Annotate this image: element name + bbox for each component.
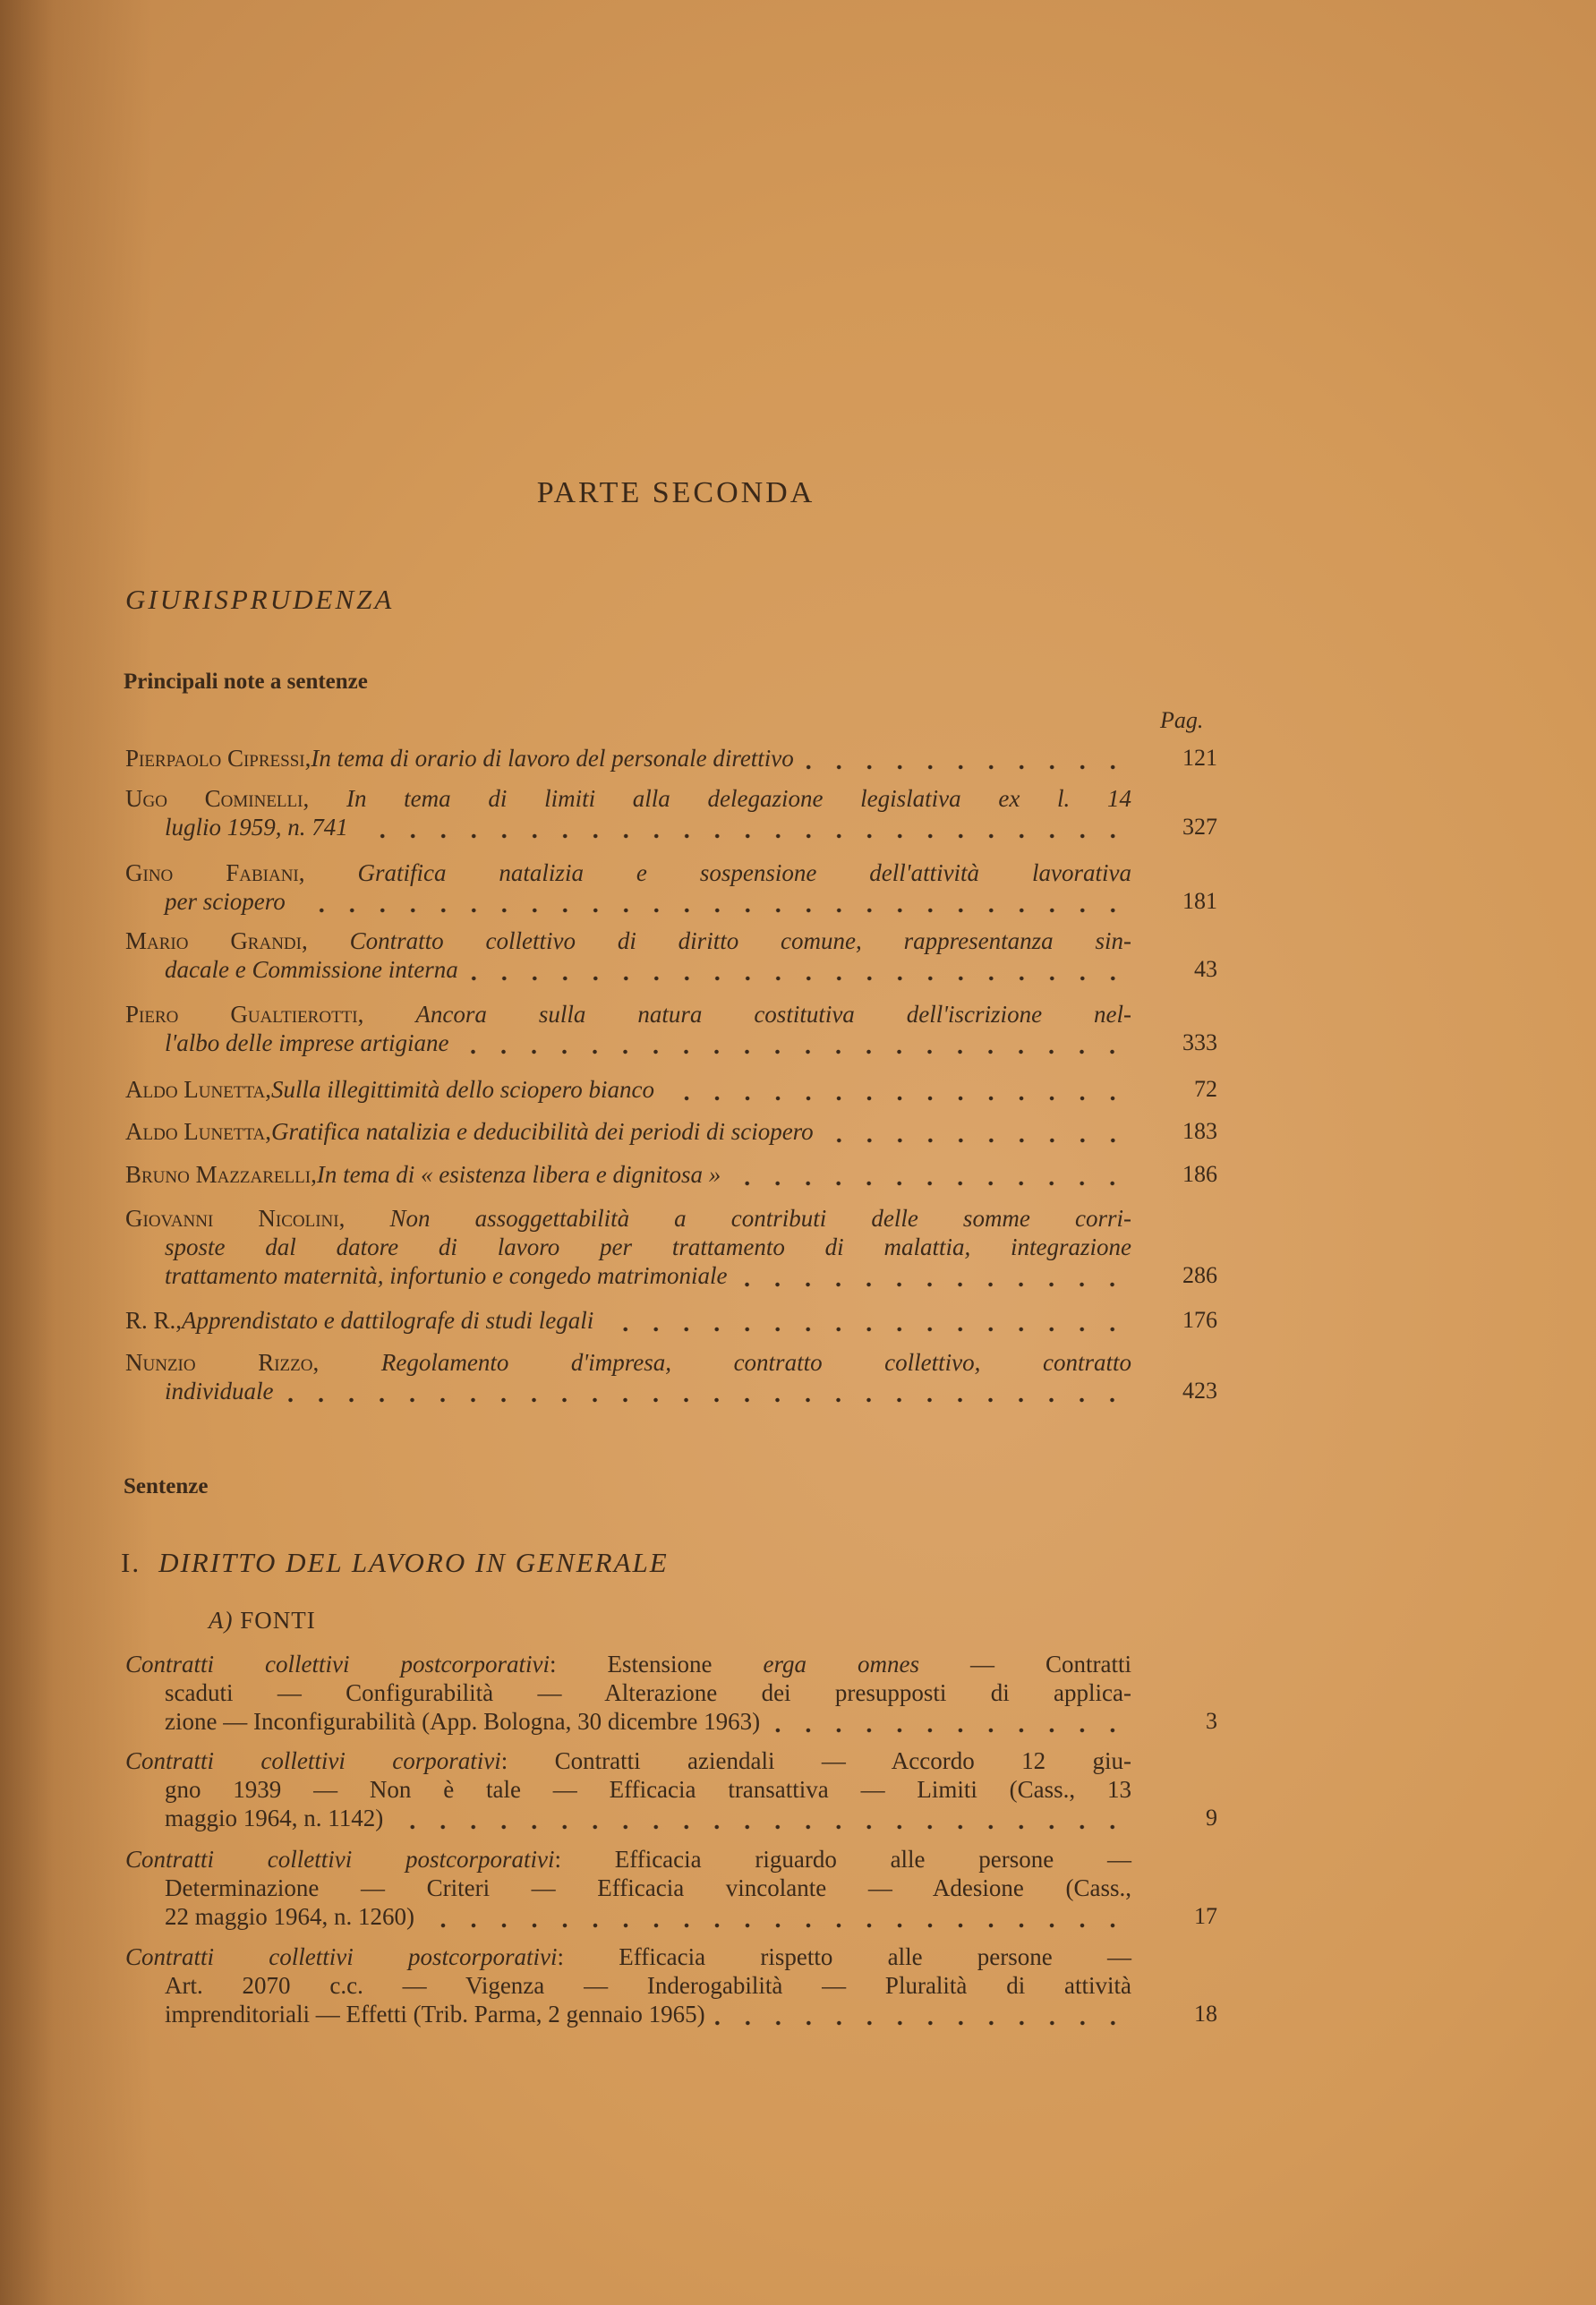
entry-line [125,1942,1131,1971]
dot-leader [457,1029,1131,1057]
entry-title: In tema di limiti alla delegazione legislativa ex l. 14 [346,785,1132,812]
entry-title: per sciopero [165,888,286,915]
entry-title: Contratto collettivo di diritto comune, rappresentanza sin- [349,927,1131,954]
entry-line [125,955,1131,984]
toc-entry [125,1160,1217,1189]
entry-title: Gratifica natalizia e deducibilità dei periodi di sciopero [271,1118,814,1145]
entry-title: Ancora sulla natura costitutiva dell'iscrizione nel- [415,1001,1132,1028]
judgment-text: 22 maggio 1964, n. 1260) [165,1903,414,1930]
dot-leader [392,1804,1131,1832]
judgment-text: scaduti — Configurabilità — Alterazione dei presupposti di applica- [165,1679,1131,1706]
entry-author: Aldo Lunetta [125,1076,266,1103]
judgment-text: maggio 1964, n. 1142) [165,1805,384,1831]
part-title: PARTE SECONDA [536,476,815,509]
entry-line: R. R. , Apprendistato e dattilografe di studi legali [125,1306,1131,1335]
entry-line [125,1707,1131,1736]
judgment-subject: Contratti collettivi corporativi [125,1747,501,1774]
judgment-text-italic: erga omnes [763,1651,919,1678]
entry-title: Apprendistato e dattilografe di studi legali [182,1307,594,1334]
judgment-text: — Contratti [918,1651,1131,1678]
judgment-text: Efficacia rispetto alle persone — [619,1943,1131,1970]
entry-author: Ugo Cominelli [125,785,303,812]
entry-title: Gratifica natalizia e sospensione dell'attività lavorativa [357,859,1132,886]
entry-page-number: 327 [1182,814,1217,840]
toc-entry [125,1117,1217,1146]
subsection-heading [209,1607,316,1635]
judgments-heading: Sentenze [124,1474,209,1498]
entry-author: Mario Grandi [125,927,302,954]
entry-title: In tema di orario di lavoro del personale direttivo [311,745,794,772]
toc-entry [125,926,1217,984]
entry-page-number: 181 [1182,888,1217,914]
judgment-text: Estensione [607,1651,764,1678]
entry-title: In tema di « esistenza libera e dignitosa » [316,1161,721,1188]
entry-line: Piero Gualtierotti, Ancora sulla natura costitutiva dell'iscrizione nel- [125,1001,1132,1028]
entry-line [125,1261,1131,1290]
entry-line [125,2000,1131,2028]
entry-title: sposte dal datore di lavoro per trattamento di malattia, integrazione [165,1234,1131,1260]
judgment-entry [125,1942,1217,2028]
colon: : [500,1747,555,1774]
entry-line: Ugo Cominelli, In tema di limiti alla delegazione legislativa ex l. 14 [125,785,1132,812]
judgment-entry [125,1845,1217,1931]
colon: : [550,1651,608,1678]
entry-author: Nunzio Rizzo [125,1349,313,1376]
entry-line [125,1775,1131,1804]
colon: : [557,1943,619,1970]
entry-page-number: 9 [1206,1805,1217,1831]
toc-entry [125,1000,1217,1057]
judgment-text: zione — Inconfigurabilità (App. Bologna, 30 dicembre 1963) [165,1708,761,1735]
page-column-label: Pag. [1160,707,1204,733]
entry-line: Giovanni Nicolini, Non assoggettabilità a contributi delle somme corri- [125,1205,1132,1232]
judgment-subject: Contratti collettivi postcorporativi [125,1846,555,1873]
entry-page-number: 176 [1182,1307,1217,1333]
dot-leader [803,744,1131,773]
judgment-text: Contratti aziendali — Accordo 12 giu- [554,1747,1131,1774]
toc-entry [125,1306,1217,1335]
entry-page-number: 17 [1194,1903,1217,1929]
entry-author: Gino Fabiani [125,859,299,886]
section-title: GIURISPRUDENZA [125,584,395,615]
entry-page-number: 18 [1194,2001,1217,2027]
entry-page-number: 43 [1194,956,1217,982]
entry-title: l'albo delle imprese artigiane [165,1029,449,1056]
entry-line [125,1804,1131,1832]
judgment-text: Efficacia riguardo alle persone — [614,1846,1131,1873]
entry-line [125,1650,1131,1678]
entry-author: Piero Gualtierotti [125,1001,358,1028]
subsection-letter: A) [209,1607,234,1634]
dot-leader [730,1160,1131,1189]
toc-entry [125,1075,1217,1104]
judgment-text: Determinazione — Criteri — Efficacia vincolante — Adesione (Cass., [165,1874,1131,1901]
entry-line: Pierpaolo Cipressi , In tema di orario di lavoro del personale direttivo [125,744,1131,773]
colon: : [554,1846,615,1873]
entry-author: Aldo Lunetta [125,1118,266,1145]
entry-line: Gino Fabiani, Gratifica natalizia e sospensione dell'attività lavorativa [125,859,1132,886]
entry-line [125,1845,1131,1874]
toc-entry [125,1204,1217,1290]
entry-page-number: 333 [1182,1029,1217,1055]
entry-line: Aldo Lunetta , Sulla illegittimità dello sciopero bianco [125,1075,1131,1104]
entry-page-number: 121 [1182,745,1217,771]
judgment-entry [125,1650,1217,1736]
entry-title: Non assoggettabilità a contributi delle somme corri- [389,1205,1132,1232]
entry-title: Sulla illegittimità dello sciopero bianco [271,1076,654,1103]
dot-leader [769,1707,1131,1736]
dot-leader [663,1075,1131,1104]
dot-leader [823,1117,1131,1146]
entry-line [125,1233,1131,1261]
entry-title: dacale e Commissione interna [165,956,458,983]
entry-line [125,1678,1131,1707]
entry-line [125,1874,1131,1902]
entry-author: Bruno Mazzarelli [125,1161,312,1188]
entry-line: Aldo Lunetta , Gratifica natalizia e deducibilità dei periodi di sciopero [125,1117,1131,1146]
entry-line [125,1902,1131,1931]
entry-author: Pierpaolo Cipressi [125,745,305,772]
subsection-title: FONTI [240,1607,316,1634]
entry-line [125,1746,1131,1775]
entry-line [125,1029,1131,1057]
entry-title: luglio 1959, n. 741 [165,814,348,841]
entry-title: trattamento maternità, infortunio e congedo matrimoniale [165,1262,728,1289]
notes-heading: Principali note a sentenze [124,670,368,694]
dot-leader [714,2000,1131,2028]
dot-leader [282,1377,1131,1405]
entry-line [125,887,1131,916]
entry-line: Mario Grandi, Contratto collettivo di diritto comune, rappresentanza sin- [125,927,1131,954]
entry-page-number: 286 [1182,1262,1217,1288]
dot-leader [736,1261,1131,1290]
entry-page-number: 3 [1206,1708,1217,1734]
dot-leader [423,1902,1131,1931]
entry-title: individuale [165,1378,274,1404]
entry-page-number: 186 [1182,1161,1217,1187]
entry-page-number: 72 [1194,1076,1217,1102]
dot-leader [357,813,1131,841]
chapter-number: I. [121,1547,141,1578]
judgment-entry [125,1746,1217,1832]
entry-author: R. R. [125,1307,176,1334]
toc-entry [125,1348,1217,1405]
entry-line [125,813,1131,841]
entry-page-number: 183 [1182,1118,1217,1144]
entry-line [125,1377,1131,1405]
entry-page-number: 423 [1182,1378,1217,1404]
judgment-subject: Contratti collettivi postcorporativi [125,1943,558,1970]
judgment-text: gno 1939 — Non è tale — Efficacia transattiva — Limiti (Cass., 13 [165,1776,1131,1803]
judgment-text: Art. 2070 c.c. — Vigenza — Inderogabilità — Pluralità di attività [165,1972,1131,1999]
entry-author: Giovanni Nicolini [125,1205,339,1232]
toc-entry [125,784,1217,841]
chapter-heading [121,1547,669,1579]
entry-line: Bruno Mazzarelli , In tema di « esistenza libera e dignitosa » [125,1160,1131,1189]
judgment-subject: Contratti collettivi postcorporativi [125,1651,550,1678]
entry-title: Regolamento d'impresa, contratto collettivo, contratto [380,1349,1132,1376]
toc-entry [125,744,1217,773]
entry-line [125,1971,1131,2000]
judgment-text: imprenditoriali — Effetti (Trib. Parma, 2 gennaio 1965) [165,2001,705,2028]
dot-leader [602,1306,1131,1335]
chapter-title: DIRITTO DEL LAVORO IN GENERALE [158,1547,669,1578]
dot-leader [294,887,1131,916]
toc-entry [125,858,1217,916]
entry-line: Nunzio Rizzo, Regolamento d'impresa, contratto collettivo, contratto [125,1349,1132,1376]
dot-leader [467,955,1131,984]
